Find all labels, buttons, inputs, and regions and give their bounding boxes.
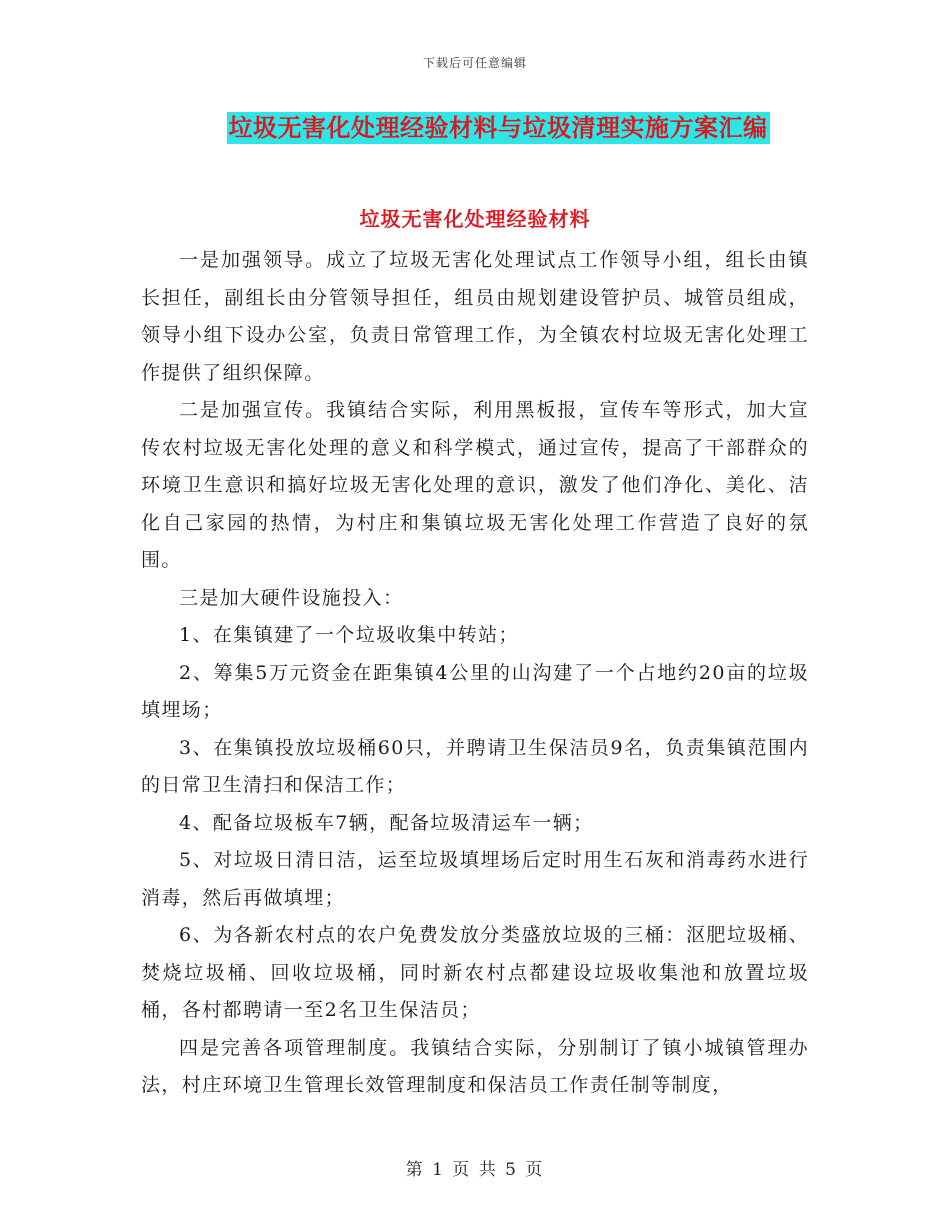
page-indicator: 第 1 页 共 5 页	[405, 1160, 545, 1180]
list-item: 4、配备垃圾板车7辆，配备垃圾清运车一辆；	[179, 811, 594, 834]
list-item: 3、在集镇投放垃圾桶60只，并聘请卫生保洁员9名，负责集镇范围内的日常卫生清扫和保洁工作；	[141, 736, 809, 796]
list-item: 6、为各新农村点的农户免费发放分类盛放垃圾的三桶：沤肥垃圾桶、焚烧垃圾桶、回收垃圾桶，同时新农村点都建设垃圾收集池和放置垃圾桶，各村都聘请一至2名卫生保洁员；	[141, 924, 809, 1021]
document-title: 垃圾无害化处理经验材料与垃圾清理实施方案汇编	[228, 113, 768, 142]
list-item: 2、筹集5万元资金在距集镇4公里的山沟建了一个占地约20亩的垃圾填埋场；	[141, 661, 809, 721]
paragraph: 二是加强宣传。我镇结合实际，利用黑板报，宣传车等形式，加大宣传农村垃圾无害化处理的意义和科学模式，通过宣传，提高了干部群众的环境卫生意识和搞好垃圾无害化处理的意识，激发了他们净化、美化、洁化自己家园的热情，为村庄和集镇垃圾无害化处理工作营造了良好的氛围。	[141, 399, 809, 571]
document-body	[141, 242, 809, 1105]
main-title-container	[0, 112, 950, 144]
list-item: 5、对垃圾日清日洁，运至垃圾填埋场后定时用生石灰和消毒药水进行消毒，然后再做填埋；	[141, 849, 809, 909]
paragraph: 四是完善各项管理制度。我镇结合实际，分别制订了镇小城镇管理办法，村庄环境卫生管理长效管理制度和保洁员工作责任制等制度，	[141, 1036, 809, 1096]
header-note: 下载后可任意编辑	[422, 56, 527, 70]
section-title: 垃圾无害化处理经验材料	[359, 207, 591, 231]
list-item: 1、在集镇建了一个垃圾收集中转站；	[179, 624, 519, 646]
paragraph: 一是加强领导。成立了垃圾无害化处理试点工作领导小组，组长由镇长担任，副组长由分管领导担任，组员由规划建设管护员、城管员组成，领导小组下设办公室，负责日常管理工作，为全镇农村垃圾无害化处理工作提供了组织保障。	[141, 249, 809, 384]
paragraph: 三是加大硬件设施投入：	[179, 586, 404, 609]
